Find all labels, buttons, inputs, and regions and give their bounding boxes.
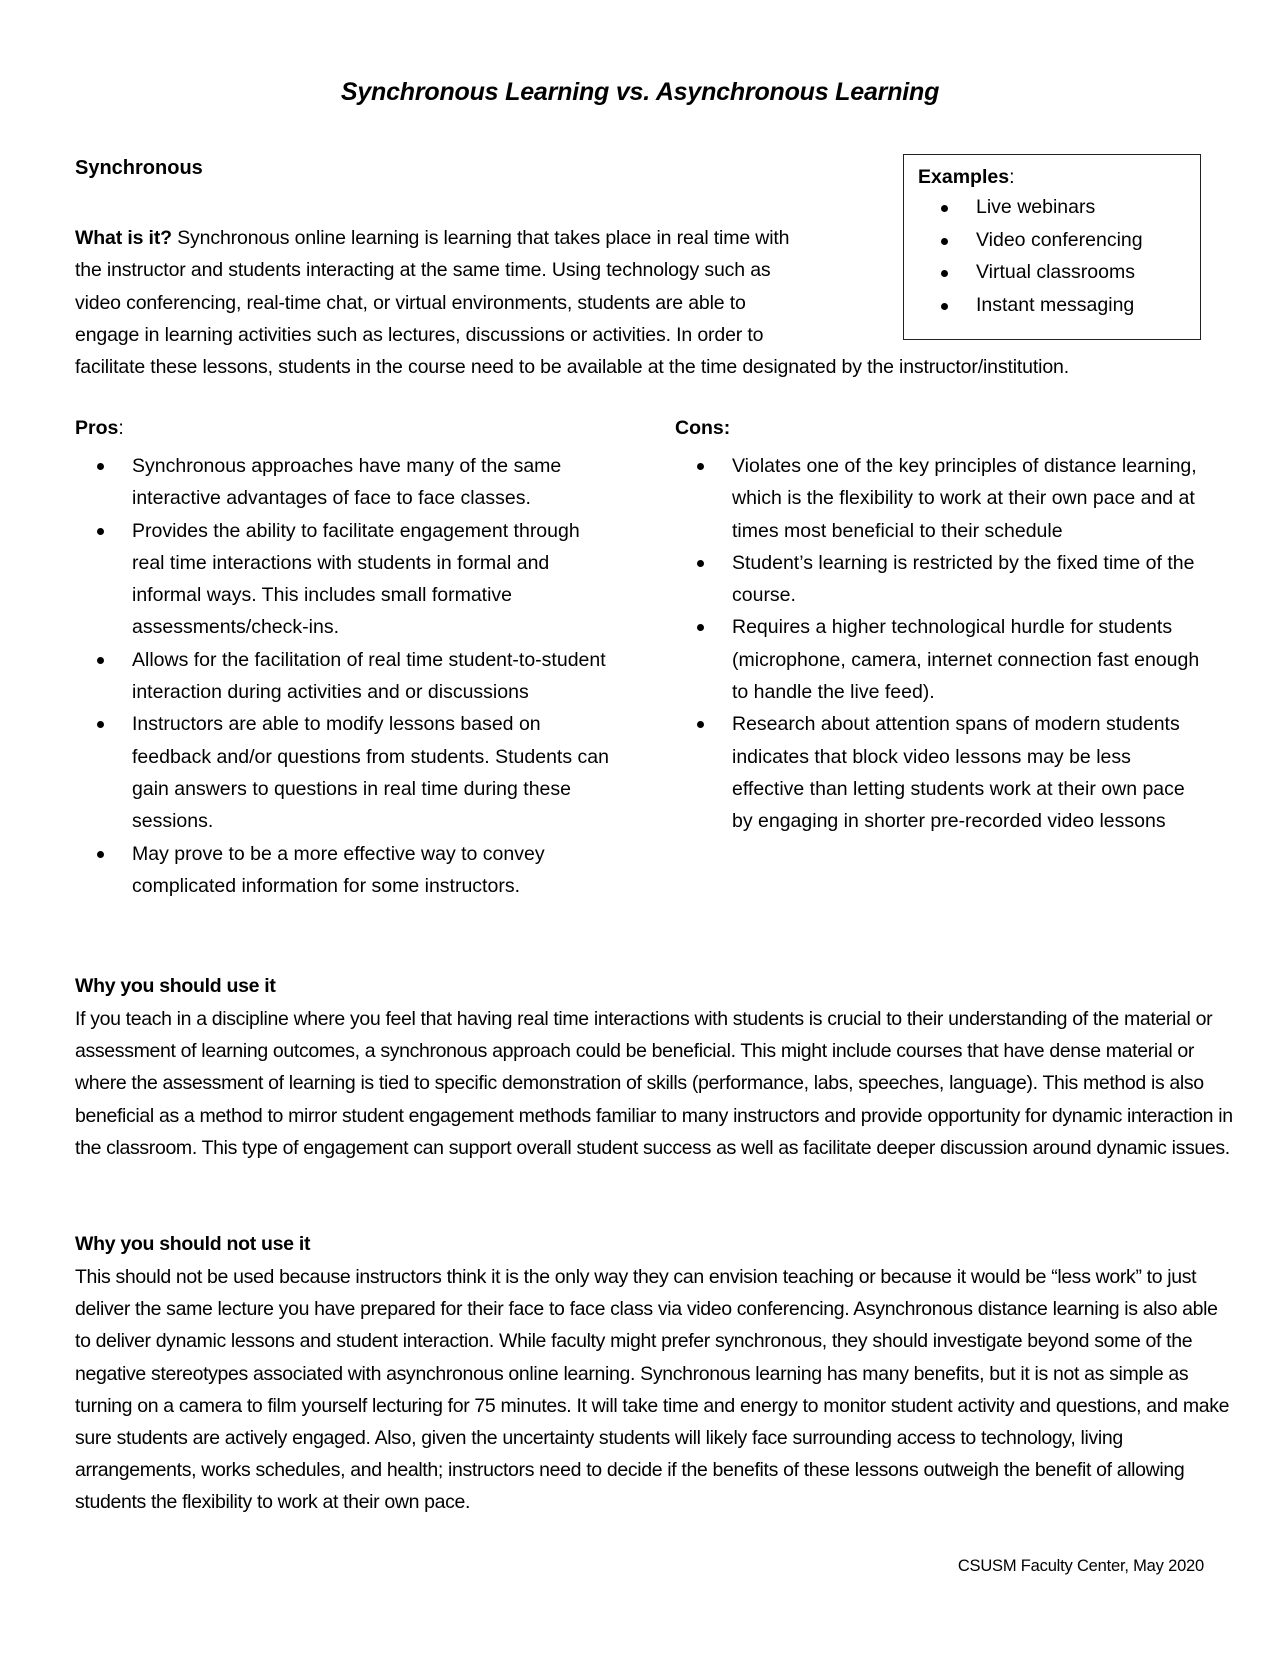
section-heading: Synchronous bbox=[75, 157, 203, 179]
cons-list-container bbox=[675, 450, 1205, 838]
bullet-icon bbox=[697, 560, 704, 567]
pros-item: Instructors are able to modify lessons based on feedback and/or questions from students. Students can gain answers to questions in real time during these sessions. bbox=[75, 708, 615, 837]
example-item: Video conferencing bbox=[918, 224, 1186, 257]
bullet-icon bbox=[941, 238, 948, 245]
cons-item: Research about attention spans of modern students indicates that block video lessons may be less effective than letting students work at their own pace by engaging in shorter pre-recorded video lessons bbox=[675, 708, 1205, 837]
example-item: Instant messaging bbox=[918, 289, 1186, 322]
bullet-icon bbox=[697, 624, 704, 631]
bullet-icon bbox=[97, 657, 104, 664]
cons-heading: Cons: bbox=[675, 417, 731, 439]
why-use-paragraph: If you teach in a discipline where you feel that having real time interactions with students is crucial to their understanding of the material or assessment of learning outcomes, a synchronous approach could be beneficial. This might include courses that have dense material or where the assessment of learning is tied to specific demonstration of skills (performance, labs, speeches, language). This method is also beneficial as a method to mirror student engagement methods familiar to many instructors and provide opportunity for dynamic interaction in the classroom. This type of engagement can support overall student success as well as facilitate deeper discussion around dynamic issues. bbox=[75, 1008, 1233, 1159]
bullet-icon bbox=[941, 205, 948, 212]
examples-box bbox=[903, 154, 1201, 340]
pros-heading: Pros: bbox=[75, 417, 124, 439]
what-is-it-paragraph: What is it? Synchronous online learning is learning that takes place in real time with the instructor and students interacting at the same time. Using technology such as video conferencing, real-time chat, or virtual environments, students are able to engage in learning activities such as lectures, discussions or activities. In order to bbox=[75, 227, 790, 346]
cons-item: Violates one of the key principles of distance learning, which is the flexibility to work at their own pace and at times most beneficial to their schedule bbox=[675, 450, 1205, 547]
bullet-icon bbox=[97, 528, 104, 535]
footer-credit: CSUSM Faculty Center, May 2020 bbox=[957, 1557, 1204, 1575]
cons-list bbox=[675, 450, 1205, 838]
bullet-icon bbox=[941, 303, 948, 310]
pros-list-container bbox=[75, 450, 615, 902]
pros-item: May prove to be a more effective way to convey complicated information for some instructors. bbox=[75, 838, 615, 903]
cons-item: Student’s learning is restricted by the fixed time of the course. bbox=[675, 547, 1205, 612]
why-use-heading: Why you should use it bbox=[75, 975, 276, 997]
what-is-it-last-line: facilitate these lessons, students in the course need to be available at the time designated by the instructor/institution. bbox=[75, 356, 1069, 378]
pros-item: Provides the ability to facilitate engagement through real time interactions with students in formal and informal ways. This includes small formative assessments/check-ins. bbox=[75, 515, 615, 644]
cons-item: Requires a higher technological hurdle for students (microphone, camera, internet connection fast enough to handle the live feed). bbox=[675, 611, 1205, 708]
examples-title: Examples: bbox=[918, 166, 1015, 188]
pros-item: Allows for the facilitation of real time student-to-student interaction during activities and or discussions bbox=[75, 644, 615, 709]
bullet-icon bbox=[97, 463, 104, 470]
bullet-icon bbox=[97, 721, 104, 728]
bullet-icon bbox=[97, 851, 104, 858]
document-title: Synchronous Learning vs. Asynchronous Learning bbox=[340, 78, 940, 106]
bullet-icon bbox=[941, 270, 948, 277]
examples-list bbox=[918, 191, 1186, 321]
bullet-icon bbox=[697, 721, 704, 728]
pros-list bbox=[75, 450, 615, 902]
pros-item: Synchronous approaches have many of the same interactive advantages of face to face classes. bbox=[75, 450, 615, 515]
why-not-use-heading: Why you should not use it bbox=[75, 1233, 311, 1255]
example-item: Live webinars bbox=[918, 191, 1186, 224]
why-not-use-paragraph: This should not be used because instructors think it is the only way they can envision teaching or because it would be “less work” to just deliver the same lecture you have prepared for their face to face class via video conferencing. Asynchronous distance learning is also able to deliver dynamic lessons and student interaction. While faculty might prefer synchronous, they should investigate beyond some of the negative stereotypes associated with asynchronous online learning. Synchronous learning has many benefits, but it is not as simple as turning on a camera to film yourself lecturing for 75 minutes. It will take time and energy to monitor student activity and questions, and make sure students are actively engaged. Also, given the uncertainty students will likely face surrounding access to technology, living arrangements, works schedules, and health; instructors need to decide if the benefits of these lessons outweigh the benefit of allowing students the flexibility to work at their own pace. bbox=[75, 1266, 1230, 1514]
example-item: Virtual classrooms bbox=[918, 256, 1186, 289]
bullet-icon bbox=[697, 463, 704, 470]
what-is-it-label: What is it? bbox=[75, 227, 172, 249]
